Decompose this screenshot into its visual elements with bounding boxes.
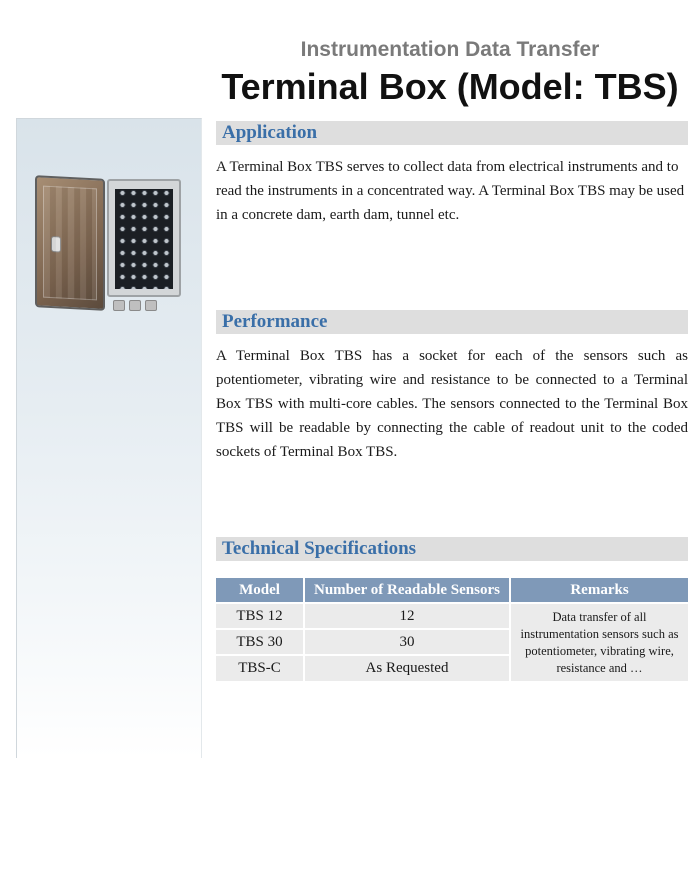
lid-latch: [51, 236, 61, 253]
specs-table: [216, 578, 688, 681]
sidebar-panel: [16, 118, 202, 758]
performance-heading: Performance: [216, 310, 688, 334]
cell-model: TBS 30: [216, 629, 304, 655]
box-body: [107, 179, 181, 297]
cell-sensors: 30: [304, 629, 510, 655]
col-model: Model: [216, 578, 304, 603]
col-remarks: Remarks: [510, 578, 688, 603]
application-text: A Terminal Box TBS serves to collect data from electrical instruments and to read the instruments in a concentrated way. A Terminal Box TBS may be used in a concrete dam, earth dam, tunnel etc.: [216, 159, 685, 223]
cell-sensors: As Requested: [304, 655, 510, 681]
page-title: Terminal Box (Model: TBS): [221, 66, 679, 107]
cell-remarks: Data transfer of all instrumentation sensors such as potentiometer, vibrating wire, resistance and …: [510, 603, 688, 681]
cell-model: TBS-C: [216, 655, 304, 681]
application-heading: Application: [216, 121, 688, 145]
box-lid: [35, 175, 105, 311]
specs-heading: Technical Specifications: [216, 537, 688, 561]
table-row: [216, 603, 688, 629]
cable-glands: [113, 298, 175, 310]
page-subtitle: Instrumentation Data Transfer: [300, 38, 600, 61]
performance-text: A Terminal Box TBS has a socket for each of the sensors such as potentiometer, vibrating wire and resistance to be connected to a Terminal Box TBS with multi-core cables. The sensors connected to the Terminal Box TBS will be readable by connecting the cable of readout unit to the coded sockets of Terminal Box TBS.: [216, 348, 688, 460]
terminal-box-photo: [35, 171, 185, 313]
socket-panel: [115, 189, 173, 289]
col-sensors: Number of Readable Sensors: [304, 578, 510, 603]
cell-model: TBS 12: [216, 603, 304, 629]
table-header-row: [216, 578, 688, 603]
cell-sensors: 12: [304, 603, 510, 629]
